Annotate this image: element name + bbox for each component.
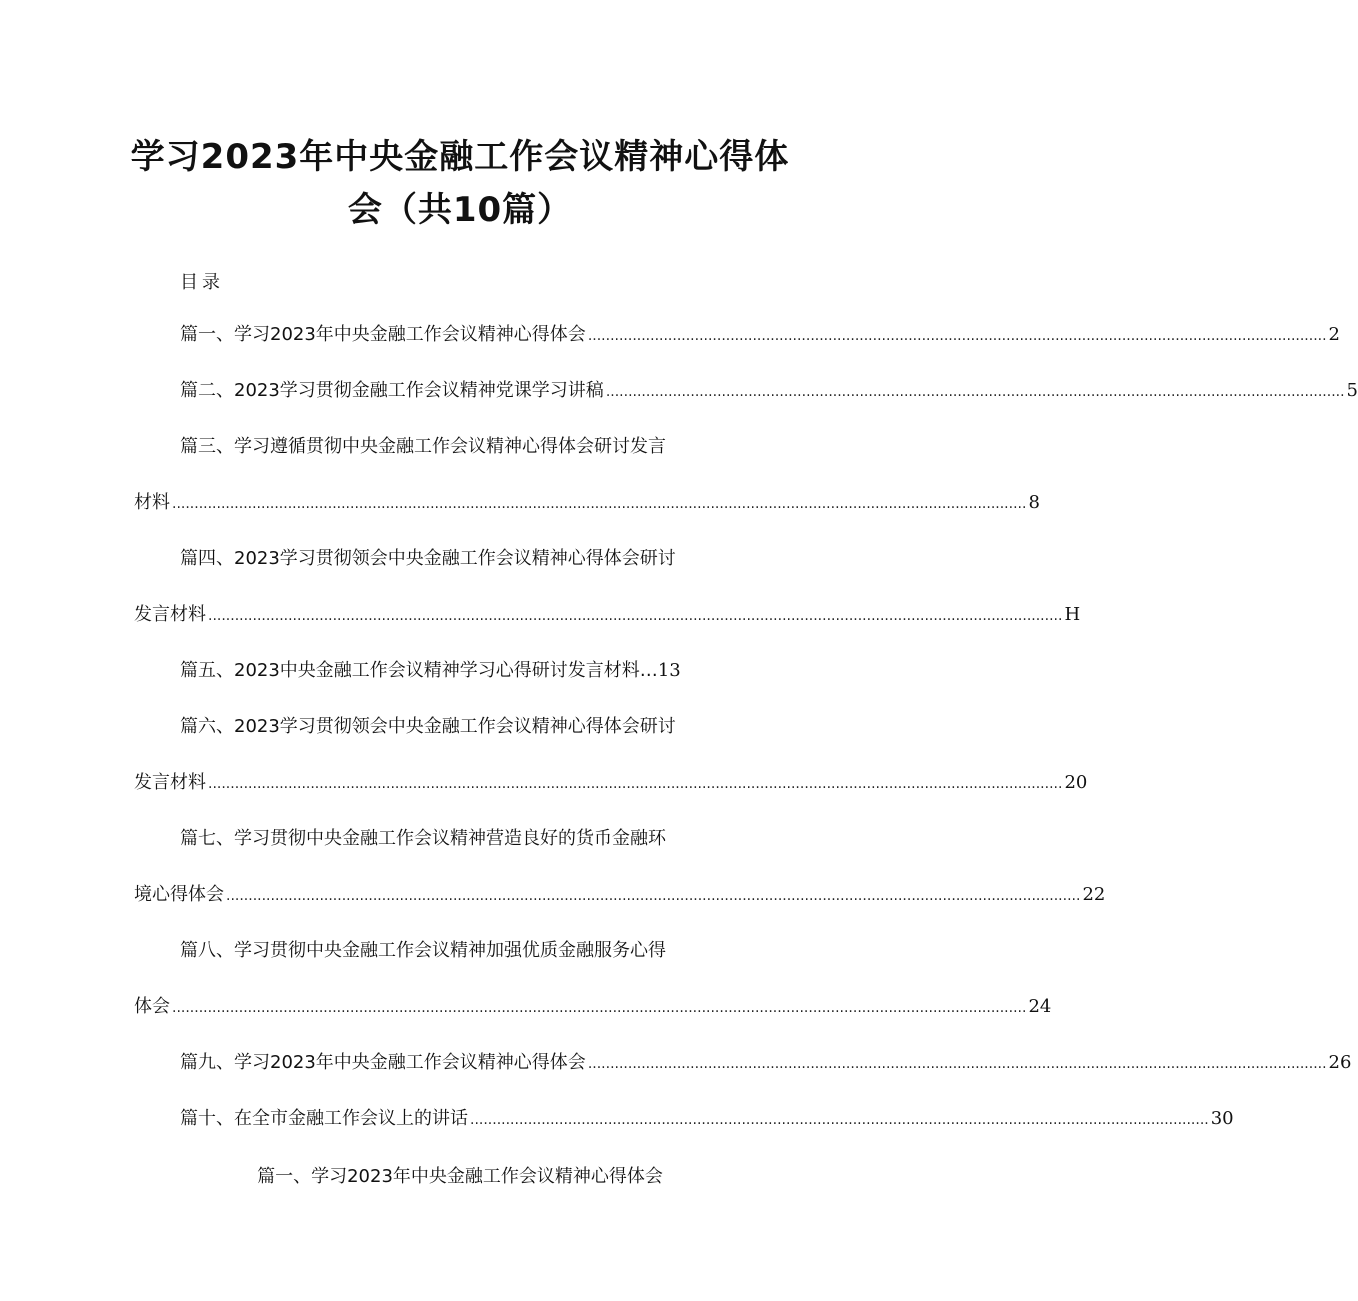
toc-item-text: 篇一、学习2023年中央金融工作会议精神心得体会: [180, 324, 586, 345]
toc-item-text: 材料: [134, 492, 170, 513]
toc-item-text: 篇二、2023学习贯彻金融工作会议精神党课学习讲稿: [180, 380, 604, 401]
section-heading: 篇一、学习2023年中央金融工作会议精神心得体会: [257, 1166, 663, 1187]
toc-item-text: 篇九、学习2023年中央金融工作会议精神心得体会: [180, 1052, 586, 1073]
toc-item-page: 5: [1346, 380, 1358, 401]
toc-item-page: H: [1064, 604, 1081, 625]
toc-leader-dots: ......................................................................................................................................................................: [605, 384, 1345, 400]
toc-item-text: 发言材料: [134, 604, 206, 625]
toc-item-4[interactable]: [134, 603, 1081, 628]
toc-leader-dots: ................................................................................................................................................................................................: [208, 776, 1063, 792]
toc-item-3[interactable]: [134, 491, 1040, 516]
toc-leader-dots: ................................................................................................................................................................................................: [226, 888, 1081, 904]
toc-item-text: 篇十、在全市金融工作会议上的讲话: [180, 1108, 468, 1129]
toc-item-3-first-line[interactable]: 篇三、学习遵循贯彻中央金融工作会议精神心得体会研讨发言: [180, 436, 666, 457]
toc-item-page: 2: [1328, 324, 1340, 345]
toc-item-page: 30: [1210, 1108, 1234, 1129]
toc-leader-dots: ................................................................................................................................................................................................: [172, 496, 1027, 512]
toc-leader-dots: ......................................................................................................................................................................: [470, 1112, 1209, 1128]
toc-item-text: 发言材料: [134, 772, 206, 793]
toc-item-page: 13: [657, 660, 681, 681]
toc-item-9[interactable]: [180, 1051, 1352, 1076]
toc-item-page: 24: [1028, 996, 1052, 1017]
toc-item-6[interactable]: [134, 771, 1088, 796]
toc-item-4-first-line[interactable]: 篇四、2023学习贯彻领会中央金融工作会议精神心得体会研讨: [180, 548, 676, 569]
toc-leader-dots: ................................................................................................................................................................................................: [208, 608, 1063, 624]
toc-leader-dots: ......................................................................................................................................................................: [587, 1056, 1327, 1072]
toc-item-page: 26: [1328, 1052, 1352, 1073]
toc-item-6-first-line[interactable]: 篇六、2023学习贯彻领会中央金融工作会议精神心得体会研讨: [180, 716, 676, 737]
toc-item-text: 体会: [134, 996, 170, 1017]
toc-item-text: 篇五、2023中央金融工作会议精神学习心得研讨发言材料…: [180, 660, 658, 681]
toc-item-1[interactable]: [180, 323, 1340, 348]
toc-heading: 目录: [180, 272, 224, 293]
document-title-line2: 会（共10篇）: [347, 190, 573, 230]
toc-item-page: 20: [1064, 772, 1088, 793]
toc-leader-dots: ......................................................................................................................................................................: [587, 328, 1327, 344]
toc-item-page: 8: [1028, 492, 1040, 513]
toc-item-page: 22: [1082, 884, 1106, 905]
toc-item-5[interactable]: [180, 659, 720, 683]
toc-item-7[interactable]: [134, 883, 1106, 908]
toc-item-text: 境心得体会: [134, 884, 224, 905]
toc-item-10[interactable]: [180, 1107, 1234, 1132]
toc-item-8-first-line[interactable]: 篇八、学习贯彻中央金融工作会议精神加强优质金融服务心得: [180, 940, 666, 961]
toc-item-7-first-line[interactable]: 篇七、学习贯彻中央金融工作会议精神营造良好的货币金融环: [180, 828, 666, 849]
document-title-line1: 学习2023年中央金融工作会议精神心得体: [130, 137, 790, 177]
toc-item-2[interactable]: [180, 379, 1358, 404]
toc-leader-dots: ................................................................................................................................................................................................: [172, 1000, 1027, 1016]
toc-item-8[interactable]: [134, 995, 1052, 1020]
